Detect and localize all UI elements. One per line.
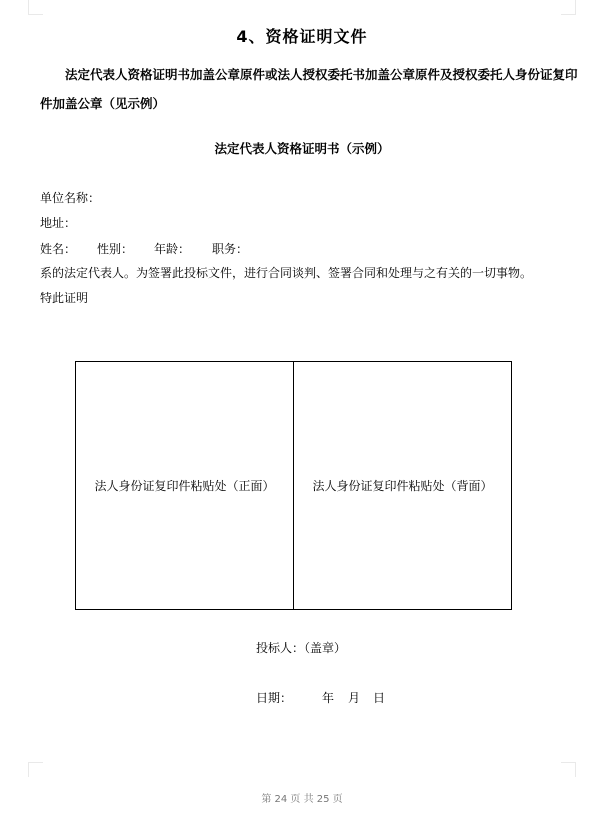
age-label: 年龄： (154, 242, 191, 256)
crop-mark-bottom-right (561, 762, 576, 777)
bidder-seal-label: 投标人：（盖章） (256, 641, 347, 655)
id-card-paste-area (75, 361, 512, 610)
crop-mark-bottom-left (28, 762, 43, 777)
document-subtitle: 法定代表人资格证明书（示例） (214, 141, 390, 156)
section-heading: 4、资格证明文件 (236, 27, 368, 46)
page-number: 第 24 页 共 25 页 (261, 794, 343, 805)
crop-mark-top-right (561, 0, 576, 15)
id-back-cell (293, 362, 511, 609)
address-label: 地址： (40, 216, 77, 230)
personal-info-line (40, 240, 248, 257)
id-back-label: 法人身份证复印件粘贴处（背面） (312, 479, 493, 493)
crop-mark-top-left (28, 0, 43, 15)
id-front-label: 法人身份证复印件粘贴处（正面） (94, 479, 275, 493)
date-day: 日 (373, 691, 386, 705)
date-month: 月 (348, 691, 361, 705)
date-label: 日期： (256, 691, 293, 705)
name-label: 姓名： (40, 242, 77, 256)
intro-paragraph: 法定代表人资格证明书加盖公章原件或法人授权委托书加盖公章原件及授权委托人身份证复印件加盖公章（见示例） (40, 67, 578, 111)
date-year: 年 (322, 691, 335, 705)
statement-text: 系的法定代表人。为签署此投标文件，进行合同谈判、签署合同和处理与之有关的一切事物。 (40, 266, 533, 280)
position-label: 职务： (212, 242, 249, 256)
gender-label: 性别： (97, 242, 134, 256)
certify-text: 特此证明 (40, 291, 89, 305)
id-front-cell (76, 362, 293, 609)
unit-name-label: 单位名称： (40, 191, 101, 205)
